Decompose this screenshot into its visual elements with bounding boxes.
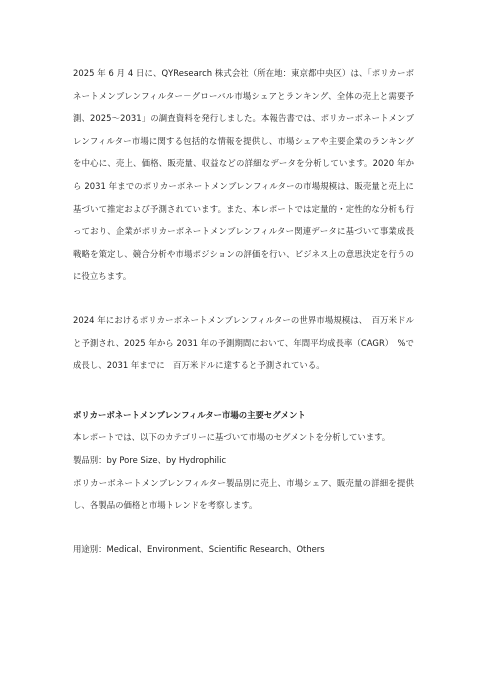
- product-paragraph: ポリカーボネートメンブレンフィルター製品別に売上、市場シェア、販売量の詳細を提供し、各製品の価格と市場トレンドを考察します。: [73, 477, 414, 511]
- application-segment-label: 用途別：Medical、Environment、Scientific Research、Others: [73, 543, 325, 554]
- intro-paragraph: 2025 年 6 月 4 日に、QYResearch 株式会社（所在地：東京都中央区）は、「ポリカーボネートメンブレンフィルター－グローバル市場シェアとランキング、全体の売上と需要予測、2025～2031」の調査資料を発行しました。本報告書では、ポリカーボネートメンブレンフィルター市場に関する包括的な情報を提供し、市場シェアや主要企業のランキングを中心に、売上、価格、販売量、収益などの詳細なデータを分析しています。2020 年から 2031 年までのポリカーボネートメンブレンフィルターの市場規模は、販売量と売上に基づいて推定および予測されています。また、本レポートでは定量的・定性的な分析も行っており、企業がポリカーボネートメンブレンフィルター関連データに基づいて事業成長戦略を策定し、競合分析や市場ポジションの評価を行い、ビジネス上の意思決定を行うのに役立ちます。: [73, 68, 414, 282]
- spacer: [73, 288, 414, 309]
- market-size-paragraph: 2024 年におけるポリカーボネートメンブレンフィルターの世界市場規模は、 百万米ドルと予測され、2025 年から 2031 年の予測期間において、年間平均成長率（CAGR） %で成長し、2031 年までに 百万米ドルに達すると予測されている。: [73, 314, 414, 371]
- spacer: [73, 377, 414, 404]
- segment-intro: 本レポートでは、以下のカテゴリーに基づいて市場のセグメントを分析しています。: [73, 432, 391, 443]
- section-heading: ポリカーボネートメンブレンフィルター市場の主要セグメント: [73, 409, 306, 420]
- spacer: [73, 517, 414, 538]
- product-segment-label: 製品別：by Pore Size、by Hydrophilic: [73, 454, 227, 465]
